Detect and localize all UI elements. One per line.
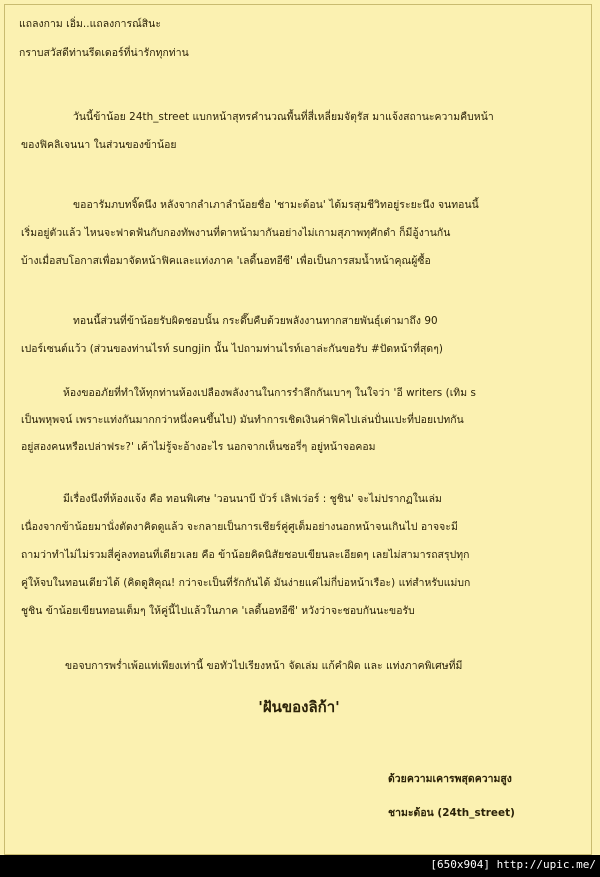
paragraph-2-line-1: ขออารัมภบทจิ๊ดนึง หลังจากลำเภาลำน้อยชื่อ 'ชามะด้อน' ได้มรสุมชีวิทอยู่ระยะนึง จนทอนนี้	[73, 199, 479, 211]
closing-line-1: ด้วยความเคารพสุดความสูง	[388, 773, 512, 785]
greeting-line-1: แถลงกาม เอิ่ม..แถลงการณ์สินะ	[19, 18, 161, 30]
paragraph-3-line-1: ทอนนี้ส่วนที่ข้าน้อยรับผิดชอบนั้น กระดึ๊บคืบด้วยพลังงานทากสายพันธุ์เต่ามาถึง 90	[73, 315, 438, 327]
paragraph-4-line-3: อยู่สองคนหรือเปล่าฟระ?' เค้าไม่รู้จะอ้างอะไร นอกจากเห็นซอรี่ๆ อยู่หน้าจอคอม	[21, 441, 376, 453]
image-host-watermark-bar	[0, 855, 600, 877]
letter-paper	[4, 4, 592, 855]
closing-signature: ชามะด้อน (24th_street)	[388, 807, 515, 819]
paragraph-2-line-2: เริ่มอยู่ตัวแล้ว ไหนจะฟาดฟันกับกองทัพงานที่ดาหน้ามากันอย่างไม่เกามสุภาพทุศักดำ ก็มีอู้งานกัน	[21, 227, 451, 239]
paragraph-5-line-1: มีเรื่องนึงที่ห้องแจ้ง คือ ทอนพิเศษ 'วอนนาบี บัวร์ เลิฟเว่อร์ : ชูชิน' จะไม่ปรากฏในเล่ม	[63, 493, 442, 505]
paragraph-1-line-2: ของฟิคลิเจนนา ในส่วนของข้าน้อย	[21, 139, 177, 151]
paragraph-1-line-1: วันนี้ข้าน้อย 24th_street แบกหน้าสุทรคำนวณพื้นที่สี่เหลี่ยมจัตุรัส มาแจ้งสถานะความคืบหน้า	[73, 111, 494, 123]
book-title: 'ฝันของลิก้า'	[258, 698, 340, 716]
paragraph-5-line-5: ชูชิน ข้าน้อยเขียนทอนเต็มๆ ให้คู่นี้ไปแล้วในภาค 'เลดี้นอทอีซี' หวังว่าจะชอบกันนะขอรับ	[21, 605, 415, 617]
paragraph-5-line-4: คู่ให้จบในทอนเดียวได้ (คิดดูสิคุณ! กว่าจะเป็นที่รักกันได้ มันง่ายแค่ไม่กี่บ่อหน้าเรือะ) แท่สำหรับแม่บก	[21, 577, 471, 589]
paragraph-4-line-2: เป็นพหุพจน์ เพราะแท่งกันมากกว่าหนึ่งคนขึ้นไป) มันทำการเชิดเงินค่าฟิคไปเล่นปั่นแปะที่ปอยเปทกัน	[21, 414, 464, 426]
paragraph-5-line-2: เนื่องจากข้าน้อยมานั่งตัดงาคิดดูแล้ว จะกลายเป็นการเชียร์คู่ศูเต็มอย่างนอกหน้าจนเกินไป อาจจะมี	[21, 521, 458, 533]
paragraph-4-line-1: ห้องขออภัยที่ทำให้ทุกท่านห้องเปลืองพลังงานในการรำลึกกันเบาๆ ในใจว่า 'อี writers (เทิม s	[63, 387, 476, 399]
paragraph-6: ขอจบการพร่ำเพ้อแท่เพียงเท่านี้ ขอทัวไปเรียงหน้า จัดเล่ม แก้คำผิด และ แท่งภาคพิเศษที่มี	[65, 660, 463, 672]
paragraph-2-line-3: บ้างเมื่อสบโอกาสเพื่อมาจัดหน้าฟิคและแท่งภาค 'เลดี้นอทอีซี' เพื่อเป็นการสมน้ำหน้าคุณผู้ซื้อ	[21, 255, 431, 267]
watermark-text: [650x904] http://upic.me/	[430, 858, 596, 871]
paragraph-5-line-3: ถามว่าทำไม่ไม่รวมสี่คู่ลงทอนที่เดียวเลย คือ ข้าน้อยคิดนิสัยชอบเขียนละเอียดๆ เลยไม่สามารถสรุปทุก	[21, 549, 470, 561]
paragraph-3-line-2: เปอร์เซนต์แว้ว (ส่วนของท่านไรท์ sungjin นั้น ไปถามท่านไรท์เอาล่ะกันขอรับ #ปัดหน้าที่สุดๆ)	[21, 343, 443, 355]
greeting-line-2: กราบสวัสดีท่านรีดเดอร์ที่น่ารักทุกท่าน	[19, 47, 189, 59]
